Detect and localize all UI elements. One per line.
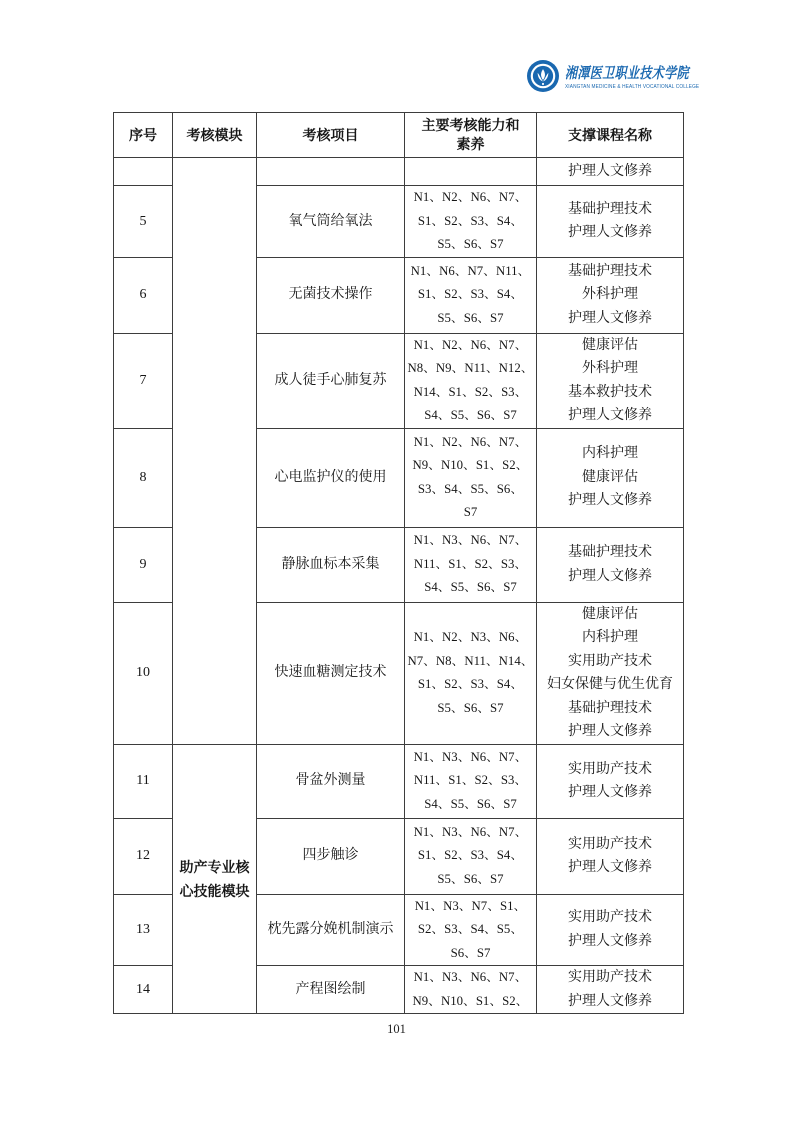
project-cell: 四步触诊	[257, 818, 405, 894]
column-header-courses: 支撑课程名称	[537, 113, 684, 158]
college-name-block	[565, 62, 720, 90]
row-number-cell: 14	[114, 966, 173, 1014]
course-line: 健康评估	[582, 606, 638, 622]
ability-line: S5、S6、S7	[437, 237, 504, 251]
ability-line: S4、S5、S6、S7	[424, 796, 517, 811]
row-number-cell: 8	[114, 428, 173, 527]
ability-line: N1、N3、N7、S1、	[414, 898, 527, 913]
abilities-cell	[405, 966, 537, 1014]
courses-cell	[537, 818, 684, 894]
course-line: 护理人文修养	[568, 860, 652, 875]
assessment-table	[113, 112, 684, 1014]
ability-line: N1、N2、N3、N6、	[413, 630, 528, 644]
college-name-cn: 湘潭医卫职业技术学院	[565, 66, 690, 82]
project-cell: 快速血糖测定技术	[257, 602, 405, 744]
column-header-module: 考核模块	[173, 113, 257, 158]
course-line: 护理人文修养	[568, 310, 652, 326]
course-line: 护理人文修养	[568, 163, 652, 179]
course-line: 护理人文修养	[568, 993, 652, 1009]
row-number-cell: 13	[114, 894, 173, 966]
course-line: 基础护理技术	[568, 201, 652, 217]
course-line: 护理人文修养	[568, 493, 652, 509]
table-header	[114, 113, 684, 158]
ability-line: N1、N2、N6、N7、	[413, 337, 528, 352]
module-cell	[173, 158, 257, 745]
header-row	[114, 113, 684, 158]
ability-line: N8、N9、N11、N12、	[407, 361, 534, 375]
course-line: 实用助产技术	[568, 910, 652, 926]
course-line: 护理人文修养	[568, 408, 652, 423]
page-number: 101	[387, 1022, 406, 1036]
column-header-project: 考核项目	[257, 113, 405, 158]
course-line: 实用助产技术	[568, 761, 652, 777]
ability-line: N11、S1、S2、S3、	[413, 773, 528, 788]
ability-line: S5、S6、S7	[437, 871, 504, 886]
row-number-cell: 7	[114, 333, 173, 428]
project-cell: 成人徒手心肺复苏	[257, 333, 405, 428]
table-row	[114, 158, 684, 186]
course-line: 护理人文修养	[568, 933, 652, 949]
column-header-no: 序号	[114, 113, 173, 158]
ability-line: S2、S3、S4、S5、	[417, 922, 524, 936]
ability-line: S7	[463, 505, 478, 519]
ability-line: N1、N3、N6、N7、	[413, 749, 528, 764]
ability-line: N1、N3、N6、N7、	[413, 533, 528, 548]
ability-line: N1、N2、N6、N7、	[413, 434, 528, 449]
abilities-cell	[405, 602, 537, 744]
project-cell: 枕先露分娩机制演示	[257, 894, 405, 966]
course-line: 妇女保健与优生优育	[547, 677, 673, 692]
row-number-cell	[114, 158, 173, 186]
ability-line: N1、N2、N6、N7、	[413, 190, 528, 204]
abilities-cell	[405, 158, 537, 186]
ability-line: N14、S1、S2、S3、	[413, 384, 528, 399]
course-line: 基本救护技术	[568, 384, 652, 400]
ability-line: S6、S7	[450, 945, 491, 960]
ability-line: N1、N6、N7、N11、	[410, 263, 531, 278]
courses-cell	[537, 966, 684, 1014]
project-cell: 氧气筒给氧法	[257, 186, 405, 258]
table-row	[114, 744, 684, 818]
course-line: 基础护理技术	[568, 263, 652, 279]
column-header-abilities: 主要考核能力和素养	[405, 113, 537, 158]
project-cell: 产程图绘制	[257, 966, 405, 1014]
college-emblem-icon	[527, 60, 559, 92]
course-line: 护理人文修养	[568, 785, 652, 800]
course-line: 内科护理	[582, 446, 638, 462]
assessment-table-body	[114, 158, 684, 1014]
ability-line: S1、S2、S3、S4、	[417, 287, 524, 302]
courses-cell	[537, 186, 684, 258]
ability-line: N7、N8、N11、N14、	[407, 653, 534, 668]
ability-line: N1、N3、N6、N7、	[413, 824, 528, 839]
project-cell: 无菌技术操作	[257, 257, 405, 333]
ability-line: S3、S4、S5、S6、	[417, 481, 524, 496]
course-line: 健康评估	[582, 469, 638, 485]
project-cell	[257, 158, 405, 186]
ability-line: S1、S2、S3、S4、	[417, 677, 524, 691]
abilities-cell	[405, 333, 537, 428]
abilities-cell	[405, 527, 537, 602]
course-line: 护理人文修养	[568, 724, 652, 739]
abilities-cell	[405, 428, 537, 527]
course-line: 基础护理技术	[568, 545, 652, 560]
course-line: 实用助产技术	[568, 653, 652, 669]
course-line: 外科护理	[582, 361, 638, 376]
course-line: 内科护理	[582, 630, 638, 645]
course-line: 外科护理	[582, 287, 638, 303]
ability-line: S5、S6、S7	[437, 700, 504, 715]
ability-line: N9、N10、S1、S2、	[412, 993, 529, 1008]
course-line: 护理人文修养	[568, 568, 652, 584]
course-line: 实用助产技术	[568, 836, 652, 852]
module-cell: 助产专业核心技能模块	[173, 744, 257, 1014]
courses-cell	[537, 428, 684, 527]
row-number-cell: 9	[114, 527, 173, 602]
row-number-cell: 10	[114, 602, 173, 744]
course-line: 健康评估	[582, 337, 638, 353]
project-cell: 骨盆外测量	[257, 744, 405, 818]
course-line: 基础护理技术	[568, 700, 652, 716]
ability-line: S5、S6、S7	[437, 310, 504, 325]
courses-cell	[537, 333, 684, 428]
college-name-en: XIANGTAN MEDICINE & HEALTH VOCATIONAL COLLEGE	[565, 84, 700, 90]
ability-line: N9、N10、S1、S2、	[412, 458, 529, 472]
courses-cell	[537, 527, 684, 602]
abilities-cell	[405, 894, 537, 966]
row-number-cell: 11	[114, 744, 173, 818]
ability-line: S1、S2、S3、S4、	[417, 848, 524, 863]
ability-line: S1、S2、S3、S4、	[417, 213, 524, 228]
courses-cell	[537, 894, 684, 966]
ability-line: N1、N3、N6、N7、	[413, 970, 528, 984]
project-cell: 静脉血标本采集	[257, 527, 405, 602]
ability-line: S4、S5、S6、S7	[424, 408, 517, 422]
courses-cell	[537, 257, 684, 333]
abilities-cell	[405, 257, 537, 333]
row-number-cell: 12	[114, 818, 173, 894]
row-number-cell: 5	[114, 186, 173, 258]
abilities-cell	[405, 744, 537, 818]
courses-cell	[537, 602, 684, 744]
abilities-cell	[405, 186, 537, 258]
project-cell: 心电监护仪的使用	[257, 428, 405, 527]
course-line: 护理人文修养	[568, 225, 652, 241]
college-logo	[527, 60, 720, 92]
ability-line: N11、S1、S2、S3、	[413, 556, 528, 571]
row-number-cell: 6	[114, 257, 173, 333]
ability-line: S4、S5、S6、S7	[424, 580, 517, 595]
course-line: 实用助产技术	[568, 970, 652, 985]
courses-cell	[537, 744, 684, 818]
abilities-cell	[405, 818, 537, 894]
courses-cell	[537, 158, 684, 186]
